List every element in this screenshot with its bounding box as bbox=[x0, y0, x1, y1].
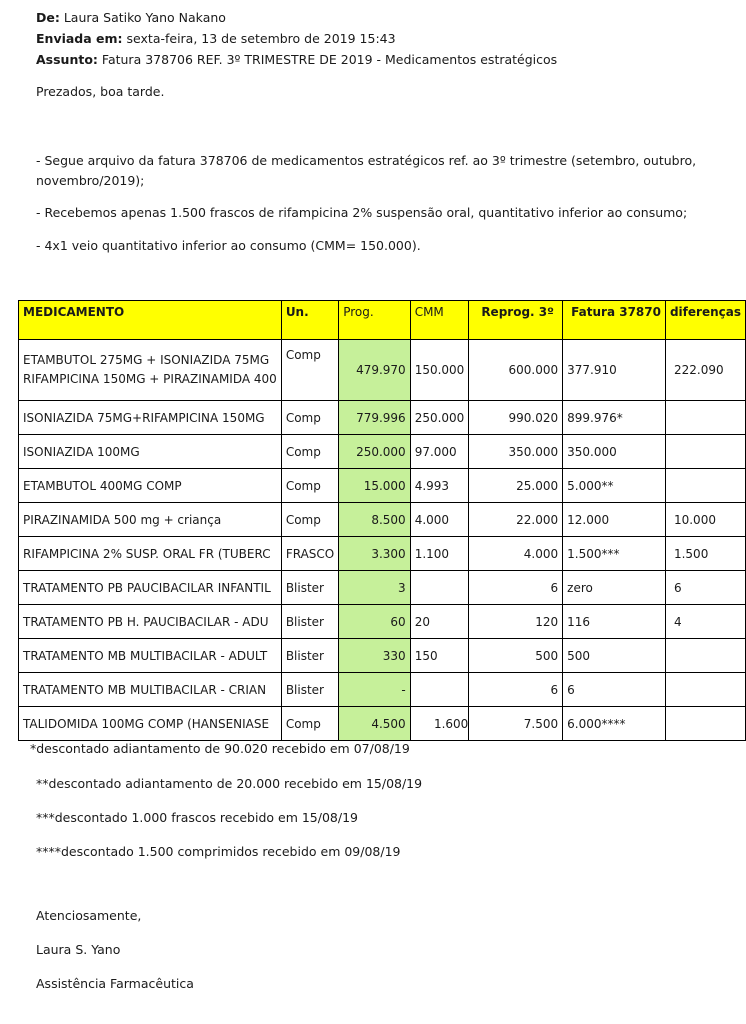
cell-fatura: 116 bbox=[563, 605, 666, 639]
cell-medicamento: ETAMBUTOL 400MG COMP bbox=[19, 469, 282, 503]
cell-medicamento: TALIDOMIDA 100MG COMP (HANSENIASE bbox=[19, 707, 282, 741]
cell-fatura: 350.000 bbox=[563, 435, 666, 469]
cell-cmm bbox=[410, 673, 469, 707]
sent-value: sexta-feira, 13 de setembro de 2019 15:43 bbox=[126, 31, 396, 46]
cell-un: Comp bbox=[281, 503, 338, 537]
from-value: Laura Satiko Yano Nakano bbox=[63, 10, 226, 25]
cell-reprog: 350.000 bbox=[469, 435, 563, 469]
cell-diferencas bbox=[665, 435, 745, 469]
cell-prog: - bbox=[339, 673, 410, 707]
cell-diferencas bbox=[665, 707, 745, 741]
cell-fatura: 5.000** bbox=[563, 469, 666, 503]
table-row bbox=[19, 639, 746, 673]
table-row bbox=[19, 340, 746, 401]
cell-un: Comp bbox=[281, 707, 338, 741]
cell-reprog: 120 bbox=[469, 605, 563, 639]
cell-reprog: 6 bbox=[469, 571, 563, 605]
cell-reprog: 4.000 bbox=[469, 537, 563, 571]
header-fatura: Fatura 37870 bbox=[563, 301, 666, 340]
table-row bbox=[19, 673, 746, 707]
cell-cmm: 20 bbox=[410, 605, 469, 639]
cell-un: Comp bbox=[281, 435, 338, 469]
header-un: Un. bbox=[281, 301, 338, 340]
cell-cmm: 1.600 bbox=[410, 707, 469, 741]
cell-medicamento: TRATAMENTO PB H. PAUCIBACILAR - ADU bbox=[19, 605, 282, 639]
cell-cmm bbox=[410, 571, 469, 605]
cell-reprog: 25.000 bbox=[469, 469, 563, 503]
bullet-1-line-2: novembro/2019); bbox=[36, 173, 145, 188]
cell-un: FRASCO bbox=[281, 537, 338, 571]
footnote-3: ***descontado 1.000 frascos recebido em 15/08/19 bbox=[36, 810, 358, 825]
from-label: De: bbox=[36, 10, 60, 25]
cell-medicamento: PIRAZINAMIDA 500 mg + criança bbox=[19, 503, 282, 537]
header-cmm: CMM bbox=[410, 301, 469, 340]
cell-diferencas bbox=[665, 401, 745, 435]
cell-cmm: 1.100 bbox=[410, 537, 469, 571]
subject-label: Assunto: bbox=[36, 52, 98, 67]
cell-un: Comp bbox=[281, 340, 338, 401]
table-row bbox=[19, 503, 746, 537]
header-medicamento: MEDICAMENTO bbox=[19, 301, 282, 340]
medication-table bbox=[18, 300, 746, 741]
cell-prog: 250.000 bbox=[339, 435, 410, 469]
email-from bbox=[36, 8, 226, 28]
cell-fatura: zero bbox=[563, 571, 666, 605]
cell-prog: 3.300 bbox=[339, 537, 410, 571]
cell-medicamento bbox=[19, 340, 282, 401]
email-subject bbox=[36, 50, 557, 70]
cell-fatura: 6.000**** bbox=[563, 707, 666, 741]
cell-cmm: 150 bbox=[410, 639, 469, 673]
greeting: Prezados, boa tarde. bbox=[36, 84, 165, 99]
cell-prog: 15.000 bbox=[339, 469, 410, 503]
cell-prog: 3 bbox=[339, 571, 410, 605]
cell-cmm: 250.000 bbox=[410, 401, 469, 435]
table-row bbox=[19, 537, 746, 571]
header-prog: Prog. bbox=[339, 301, 410, 340]
cell-cmm: 97.000 bbox=[410, 435, 469, 469]
footnote-2: **descontado adiantamento de 20.000 recebido em 15/08/19 bbox=[36, 776, 423, 791]
medicamento-line-1: ETAMBUTOL 275MG + ISONIAZIDA 75MG bbox=[23, 353, 270, 367]
cell-medicamento: TRATAMENTO MB MULTIBACILAR - ADULT bbox=[19, 639, 282, 673]
table-row bbox=[19, 401, 746, 435]
bullet-1-line-1: - Segue arquivo da fatura 378706 de medicamentos estratégicos ref. ao 3º trimestre (setembro, outubro, bbox=[36, 153, 697, 168]
table-row bbox=[19, 469, 746, 503]
cell-un: Blister bbox=[281, 673, 338, 707]
cell-prog: 4.500 bbox=[339, 707, 410, 741]
bullet-3: - 4x1 veio quantitativo inferior ao consumo (CMM= 150.000). bbox=[36, 238, 421, 253]
bullet-2: - Recebemos apenas 1.500 frascos de rifampicina 2% suspensão oral, quantitativo inferior ao consumo; bbox=[36, 205, 688, 220]
table-row bbox=[19, 435, 746, 469]
cell-diferencas bbox=[665, 673, 745, 707]
cell-medicamento: TRATAMENTO PB PAUCIBACILAR INFANTIL bbox=[19, 571, 282, 605]
cell-reprog: 600.000 bbox=[469, 340, 563, 401]
cell-diferencas: 222.090 bbox=[665, 340, 745, 401]
cell-un: Comp bbox=[281, 469, 338, 503]
cell-diferencas: 10.000 bbox=[665, 503, 745, 537]
table-row bbox=[19, 605, 746, 639]
cell-fatura: 899.976* bbox=[563, 401, 666, 435]
cell-prog: 479.970 bbox=[339, 340, 410, 401]
cell-reprog: 6 bbox=[469, 673, 563, 707]
cell-cmm: 4.993 bbox=[410, 469, 469, 503]
footnote-4: ****descontado 1.500 comprimidos recebido em 09/08/19 bbox=[36, 844, 401, 859]
email-sent bbox=[36, 29, 396, 49]
header-diferencas: diferenças bbox=[665, 301, 745, 340]
signer-department: Assistência Farmacêutica bbox=[36, 976, 194, 991]
table-row bbox=[19, 571, 746, 605]
cell-cmm: 150.000 bbox=[410, 340, 469, 401]
subject-value: Fatura 378706 REF. 3º TRIMESTRE DE 2019 - Medicamentos estratégicos bbox=[101, 52, 558, 67]
cell-prog: 8.500 bbox=[339, 503, 410, 537]
sent-label: Enviada em: bbox=[36, 31, 123, 46]
cell-fatura: 6 bbox=[563, 673, 666, 707]
footnote-1: *descontado adiantamento de 90.020 recebido em 07/08/19 bbox=[30, 741, 410, 756]
cell-medicamento: ISONIAZIDA 75MG+RIFAMPICINA 150MG bbox=[19, 401, 282, 435]
cell-reprog: 22.000 bbox=[469, 503, 563, 537]
medicamento-line-2: RIFAMPICINA 150MG + PIRAZINAMIDA 400 bbox=[23, 372, 277, 386]
cell-fatura: 500 bbox=[563, 639, 666, 673]
table-row bbox=[19, 707, 746, 741]
signer-name: Laura S. Yano bbox=[36, 942, 121, 957]
cell-cmm: 4.000 bbox=[410, 503, 469, 537]
cell-diferencas: 6 bbox=[665, 571, 745, 605]
cell-diferencas bbox=[665, 469, 745, 503]
cell-diferencas: 4 bbox=[665, 605, 745, 639]
cell-prog: 330 bbox=[339, 639, 410, 673]
table-header-row bbox=[19, 301, 746, 340]
cell-un: Blister bbox=[281, 605, 338, 639]
closing: Atenciosamente, bbox=[36, 908, 142, 923]
cell-reprog: 990.020 bbox=[469, 401, 563, 435]
cell-diferencas: 1.500 bbox=[665, 537, 745, 571]
cell-medicamento: ISONIAZIDA 100MG bbox=[19, 435, 282, 469]
cell-un: Comp bbox=[281, 401, 338, 435]
cell-medicamento: RIFAMPICINA 2% SUSP. ORAL FR (TUBERC bbox=[19, 537, 282, 571]
cell-fatura: 377.910 bbox=[563, 340, 666, 401]
header-reprog: Reprog. 3º bbox=[469, 301, 563, 340]
cell-medicamento: TRATAMENTO MB MULTIBACILAR - CRIAN bbox=[19, 673, 282, 707]
cell-un: Blister bbox=[281, 639, 338, 673]
cell-reprog: 7.500 bbox=[469, 707, 563, 741]
cell-reprog: 500 bbox=[469, 639, 563, 673]
cell-fatura: 12.000 bbox=[563, 503, 666, 537]
cell-fatura: 1.500*** bbox=[563, 537, 666, 571]
cell-prog: 60 bbox=[339, 605, 410, 639]
cell-prog: 779.996 bbox=[339, 401, 410, 435]
cell-un: Blister bbox=[281, 571, 338, 605]
cell-diferencas bbox=[665, 639, 745, 673]
